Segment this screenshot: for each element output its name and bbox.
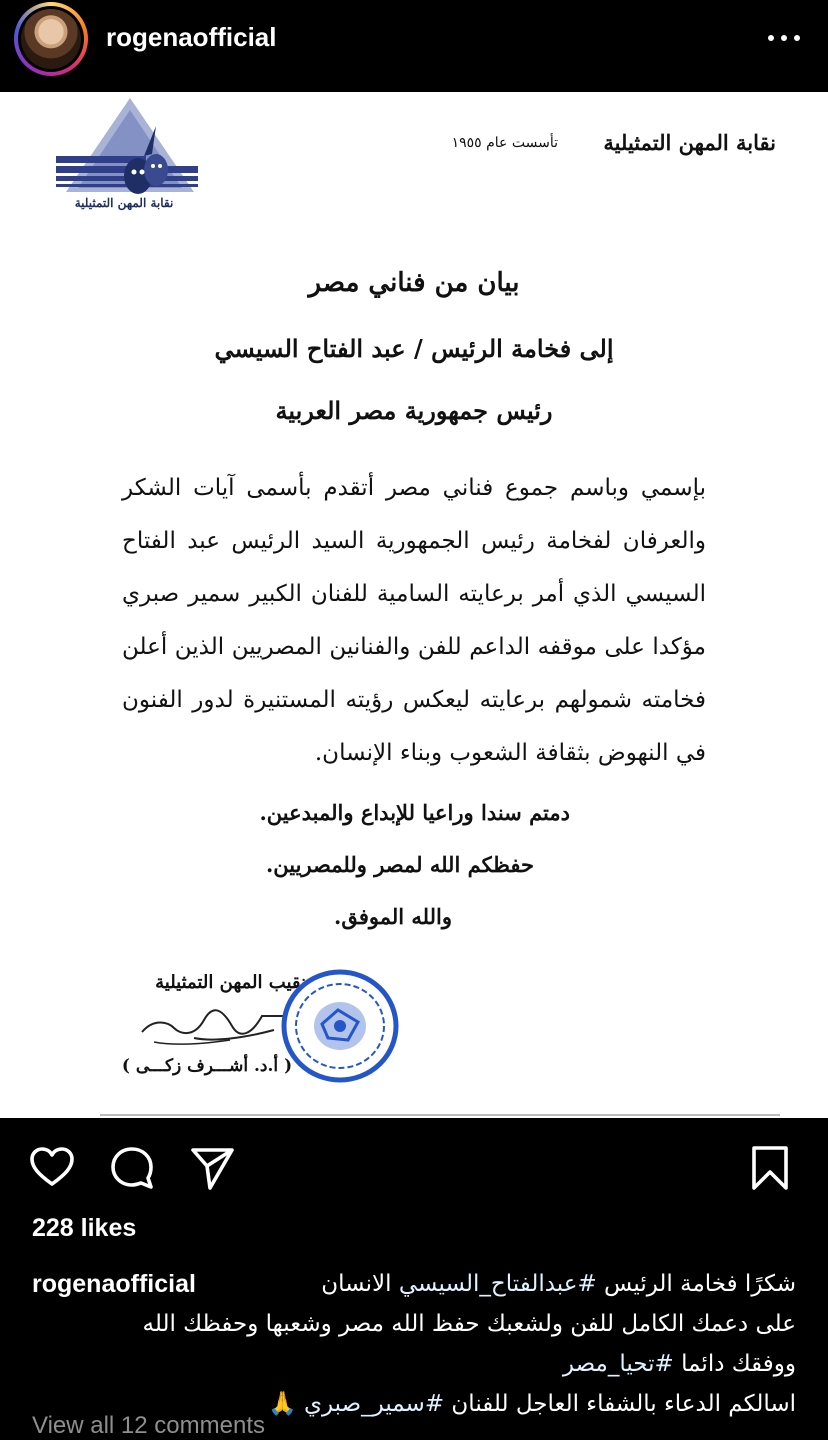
caption-line-3 (32, 1344, 796, 1384)
caption-username[interactable]: rogenaofficial (32, 1270, 196, 1298)
username[interactable]: rogenaofficial (106, 22, 277, 52)
letterhead-founded: تأسست عام ١٩٥٥ (451, 135, 558, 151)
more-icon[interactable] (768, 30, 800, 46)
send-icon[interactable] (188, 1144, 236, 1192)
hashtag-link[interactable]: #سمير_صبري (303, 1391, 445, 1417)
divider (100, 1114, 780, 1116)
letter-body: بإسمي وباسم جموع فناني مصر أتقدم بأسمى آيات الشكر والعرفان لفخامة رئيس الجمهورية السيد الرئيس عبد الفتاح السيسي الذي أمر برعايته السامية للفنان الكبير سمير صبري مؤكدا على موقفه الداعم للفن والفنانين المصريين الذين أعلن فخامته شمولهم برعايته ليعكس رؤيته المستنيرة لدور الفنون في النهوض بثقافة الشعوب وبناء الإنسان. (122, 475, 706, 766)
caption-text: ووفقك دائما (673, 1351, 796, 1377)
caption-text: الانسان (321, 1271, 399, 1297)
comment-icon[interactable] (108, 1144, 156, 1192)
signatory-name: ( أ.د. أشـــرف زكـــى ) (121, 1056, 293, 1076)
avatar[interactable] (14, 2, 88, 76)
letter-recipient: إلى فخامة الرئيس / عبد الفتاح السيسي (214, 334, 614, 363)
post-image[interactable] (0, 92, 828, 1118)
letter-closing-2: حفظكم الله لمصر وللمصريين. (265, 852, 534, 877)
heart-icon[interactable] (28, 1144, 76, 1192)
letter-title: بيان من فناني مصر (308, 268, 520, 298)
hashtag-link[interactable]: #عبدالفتاح_السيسي (398, 1271, 597, 1297)
hashtag-link[interactable]: #تحيا_مصر (562, 1351, 674, 1377)
caption-text: شكرًا فخامة الرئيس (596, 1271, 796, 1297)
caption-line-1 (32, 1264, 796, 1304)
caption-text: اسالكم الدعاء بالشفاء العاجل للفنان (444, 1391, 796, 1417)
post-caption (32, 1264, 796, 1424)
pray-emoji-icon: 🙏 (268, 1391, 304, 1417)
view-comments-link[interactable]: View all 12 comments (32, 1412, 265, 1439)
letter-closing-3: والله الموفق. (334, 904, 452, 929)
action-bar (0, 1140, 828, 1200)
letterhead-org-name: نقابة المهن التمثيلية (603, 130, 776, 155)
post-header (0, 0, 828, 92)
caption-line-2: على دعمك الكامل للفن ولشعبك حفظ الله مصر وشعبها وحفظك الله (142, 1311, 796, 1337)
signatory-title: نقيب المهن التمثيلية (155, 972, 306, 993)
letter-recipient-title: رئيس جمهورية مصر العربية (275, 396, 553, 425)
logo-caption: نقابة المهن التمثيلية (74, 196, 174, 210)
letter-closing-1: دمتم سندا وراعيا للإبداع والمبدعين. (259, 800, 570, 825)
official-stamp-icon (278, 966, 402, 1086)
likes-count[interactable]: 228 likes (32, 1214, 137, 1242)
bookmark-icon[interactable] (746, 1144, 794, 1192)
